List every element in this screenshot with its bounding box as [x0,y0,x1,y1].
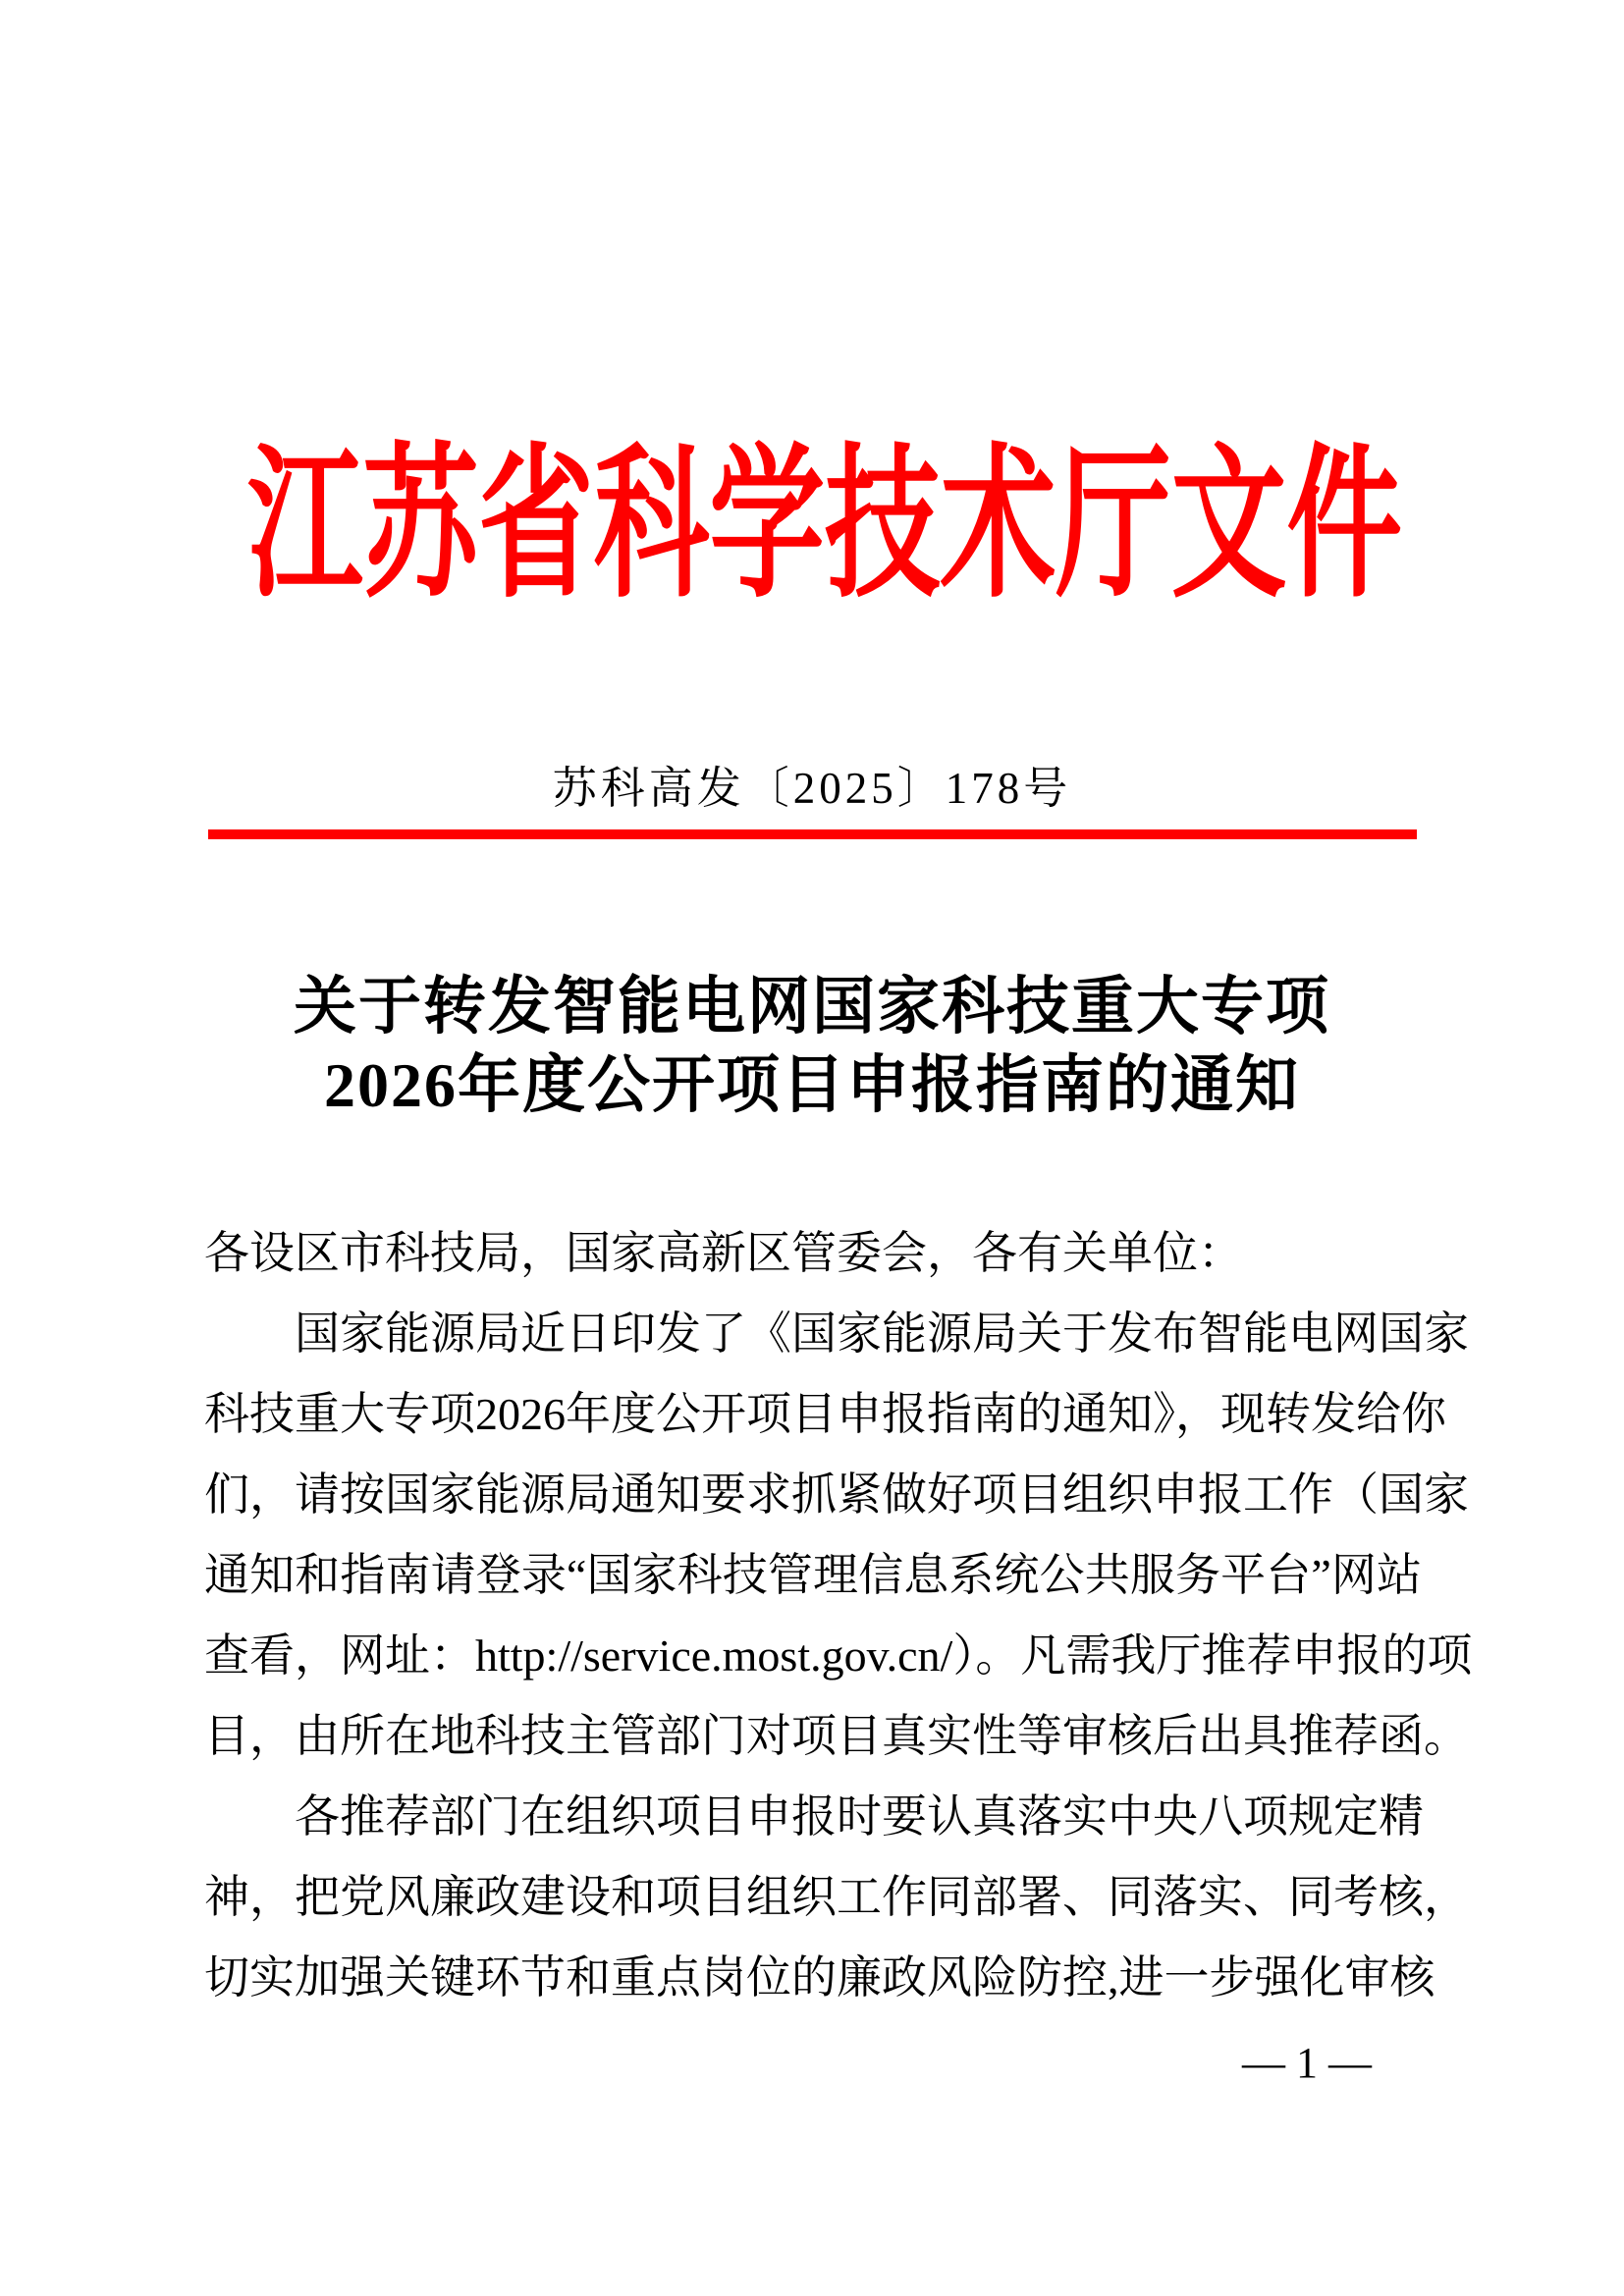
body-line: 国家能源局近日印发了《国家能源局关于发布智能电网国家 [295,1308,1469,1359]
body-line: 们，请按国家能源局通知要求抓紧做好项目组织申报工作（国家 [204,1469,1469,1520]
masthead-title: 江苏省科学技术厅文件 [247,435,1402,617]
page-number: — 1 — [1242,2039,1372,2087]
body-line-salutation: 各设区市科技局，国家高新区管委会，各有关单位： [204,1228,1243,1278]
body-line: 各推荐部门在组织项目申报时要认真落实中央八项规定精 [295,1791,1424,1842]
document-masthead [0,435,1624,617]
body-text [204,1213,1473,2018]
body-line: 通知和指南请登录“国家科技管理信息系统公共服务平台”网站 [204,1550,1422,1600]
body-line: 切实加强关键环节和重点岗位的廉政风险防控,进一步强化审核 [204,1952,1435,2002]
document-title-line-1: 关于转发智能电网国家科技重大专项 [294,972,1330,1041]
body-line: 神，把党风廉政建设和项目组织工作同部署、同落实、同考核， [204,1872,1469,1922]
document-number: 苏科高发〔2025〕178号 [552,764,1072,813]
body-line: 科技重大专项2026年度公开项目申报指南的通知》，现转发给你 [204,1389,1446,1439]
red-divider-rule [208,829,1417,839]
document-title [0,968,1624,1125]
body-line: 目，由所在地科技主管部门对项目真实性等审核后出具推荐函。 [204,1711,1469,1761]
body-line-url: 查看，网址：http://service.most.gov.cn/）。凡需我厅推荐申报的项 [204,1630,1473,1681]
document-title-line-2: 2026年度公开项目申报指南的通知 [324,1050,1300,1120]
